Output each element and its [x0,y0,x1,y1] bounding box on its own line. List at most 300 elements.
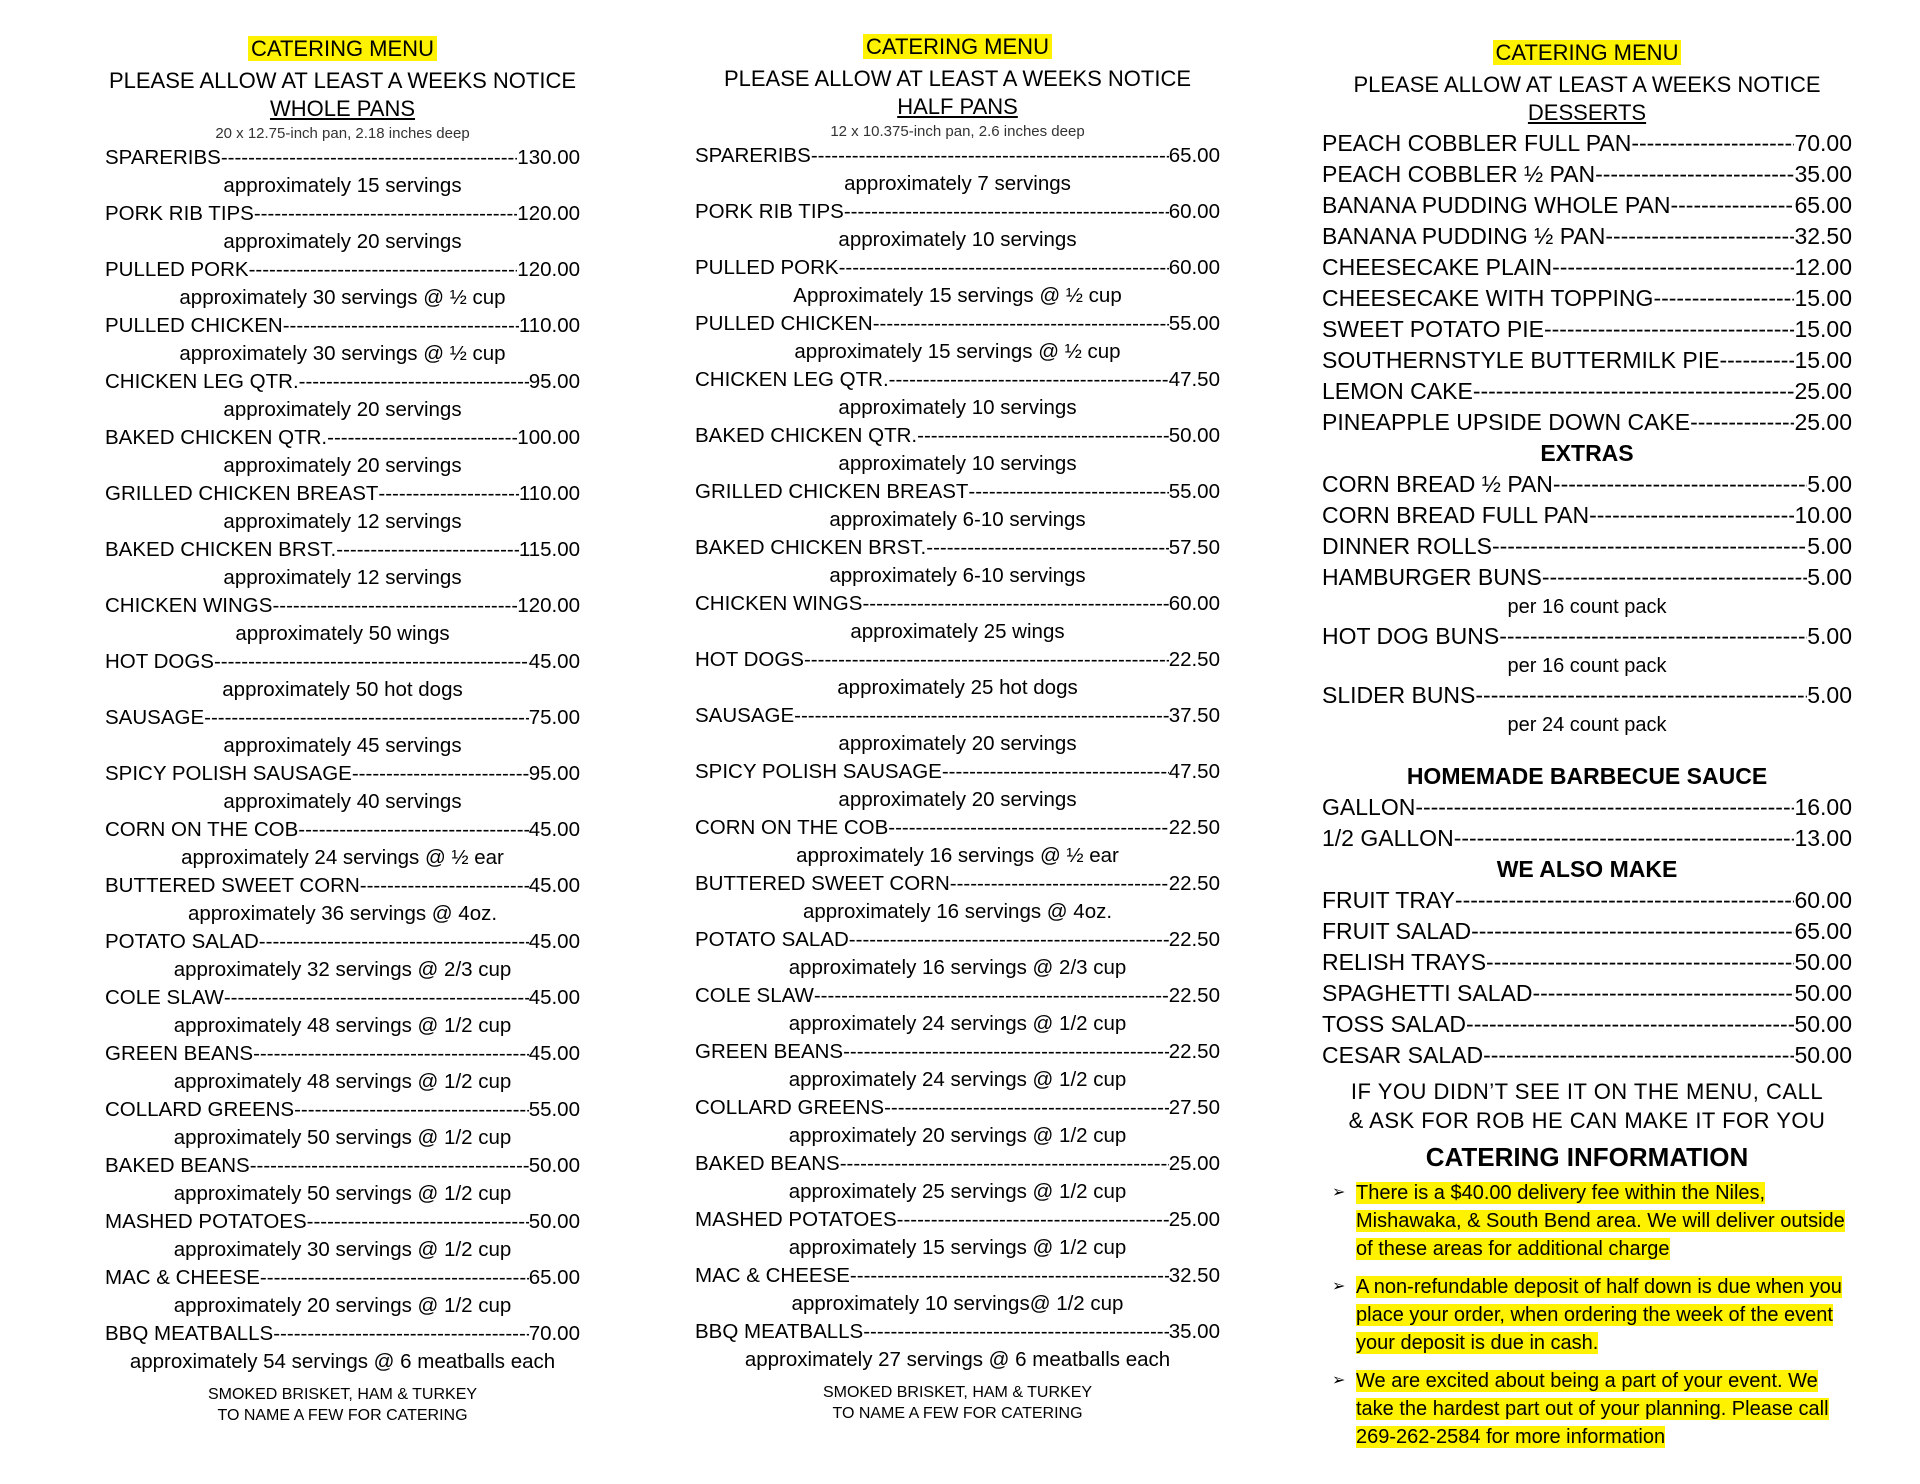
dot-leader [1454,823,1795,854]
serving-note: approximately 15 servings [223,174,462,197]
notice-text: PLEASE ALLOW AT LEAST A WEEKS NOTICE [108,68,577,93]
menu-item-row [1322,680,1852,711]
menu-item-row [105,1152,580,1180]
catering-info-heading: CATERING INFORMATION [1425,1142,1749,1172]
item-price: 16.00 [1794,794,1852,820]
serving-note: approximately 20 servings [223,230,462,253]
custom-order-callout [1322,1077,1852,1135]
item-name: PULLED CHICKEN [105,314,283,337]
serving-note: approximately 15 servings @ ½ cup [794,340,1121,363]
arrowhead-bullet-icon: ➢ [1332,1278,1346,1295]
item-price: 10.00 [1794,502,1852,528]
footer-line: SMOKED BRISKET, HAM & TURKEY [822,1384,1093,1401]
menu-item-row [695,1038,1220,1066]
menu-item-row [1322,916,1852,947]
dot-leader [294,1096,529,1124]
item-price: 110.00 [518,314,580,337]
dot-leader [926,534,1168,562]
menu-item-row [1322,221,1852,252]
serving-note: approximately 30 servings @ ½ cup [179,286,506,309]
menu-item-row [695,478,1220,506]
whole-pans-column [105,0,580,1426]
pan-size: 20 x 12.75-inch pan, 2.18 inches deep [215,125,470,142]
dessert-list [1322,128,1852,438]
item-name: BAKED BEANS [105,1154,250,1177]
serving-note: per 16 count pack [1507,596,1667,618]
menu-item-row [1322,500,1852,531]
serving-note: approximately 20 servings [223,454,462,477]
item-name: PEACH COBBLER ½ PAN [1322,161,1596,187]
item-price: 45.00 [528,986,580,1009]
serving-note: approximately 50 hot dogs [222,678,463,701]
menu-item-row [105,1264,580,1292]
item-price: 45.00 [528,930,580,953]
item-price: 5.00 [1807,471,1852,497]
item-name: SPARERIBS [695,144,811,167]
menu-item-row [695,1318,1220,1346]
dot-leader [1492,531,1807,562]
item-name: CHEESECAKE WITH TOPPING [1322,285,1654,311]
item-price: 47.50 [1168,368,1220,391]
dot-leader [844,198,1169,226]
item-name: BANANA PUDDING ½ PAN [1322,223,1606,249]
info-bullet [1332,1179,1852,1263]
item-price: 15.00 [1794,285,1852,311]
item-price: 15.00 [1794,347,1852,373]
serving-note: Approximately 15 servings @ ½ cup [793,284,1122,307]
item-name: BAKED BEANS [695,1152,840,1175]
dot-leader [298,816,528,844]
dot-leader [378,480,518,508]
item-price: 55.00 [1168,312,1220,335]
menu-item-row [105,760,580,788]
item-price: 95.00 [528,370,580,393]
item-price: 5.00 [1807,564,1852,590]
serving-note: approximately 16 servings @ 4oz. [802,900,1113,923]
dot-leader [863,1318,1168,1346]
dot-leader [950,870,1169,898]
item-name: MASHED POTATOES [105,1210,307,1233]
serving-note: approximately 27 servings @ 6 meatballs each [744,1348,1171,1371]
dot-leader [221,144,517,172]
serving-note: approximately 12 servings [223,510,462,533]
also-make-list [1322,885,1852,1071]
item-name: BBQ MEATBALLS [695,1320,864,1343]
item-name: CORN BREAD ½ PAN [1322,471,1553,497]
dot-leader [352,760,529,788]
item-name: HOT DOGS [695,648,804,671]
dot-leader [204,704,529,732]
item-name: BUTTERED SWEET CORN [105,874,360,897]
item-name: BAKED CHICKEN QTR. [105,426,328,449]
item-name: SPAGHETTI SALAD [1322,980,1533,1006]
item-price: 13.00 [1794,825,1852,851]
dot-leader [873,310,1169,338]
item-name: TOSS SALAD [1322,1011,1467,1037]
item-price: 22.50 [1168,1040,1220,1063]
item-name: POTATO SALAD [105,930,259,953]
dot-leader [1719,345,1794,376]
item-price: 45.00 [528,650,580,673]
dot-leader [260,1264,529,1292]
serving-note: approximately 40 servings [223,790,462,813]
serving-note: approximately 50 wings [235,622,450,645]
item-name: HOT DOGS [105,650,214,673]
item-price: 35.00 [1168,1320,1220,1343]
serving-note: approximately 24 servings @ 1/2 cup [788,1012,1127,1035]
info-text: We are excited about being a part of your event. We take the hardest part out of your planning. Please call 269-262-2584 for more information [1356,1370,1829,1448]
serving-note: approximately 50 servings @ 1/2 cup [173,1126,512,1149]
item-name: GRILLED CHICKEN BREAST [105,482,379,505]
item-name: PINEAPPLE UPSIDE DOWN CAKE [1322,409,1691,435]
notice-text: PLEASE ALLOW AT LEAST A WEEKS NOTICE [723,66,1192,91]
menu-item-row [1322,562,1852,593]
menu-item-row [1322,190,1852,221]
item-price: 25.00 [1794,409,1852,435]
item-name: LEMON CAKE [1322,378,1473,404]
footer-line: TO NAME A FEW FOR CATERING [217,1407,468,1424]
item-name: SPARERIBS [105,146,221,169]
serving-note: approximately 48 servings @ 1/2 cup [173,1070,512,1093]
serving-note: approximately 30 servings @ 1/2 cup [173,1238,512,1261]
menu-item-row [105,648,580,676]
dot-leader [811,142,1169,170]
item-name: BAKED CHICKEN BRST. [105,538,337,561]
dot-leader [889,366,1169,394]
serving-note: approximately 25 servings @ 1/2 cup [788,1180,1127,1203]
menu-item-row [105,368,580,396]
dot-leader [307,1208,529,1236]
dot-leader [336,536,519,564]
desserts-title-wrap [1322,38,1852,68]
menu-item-row [695,254,1220,282]
also-make-heading: WE ALSO MAKE [1496,856,1678,882]
menu-item-row [1322,947,1852,978]
item-name: COLLARD GREENS [695,1096,885,1119]
item-price: 50.00 [1794,1011,1852,1037]
serving-note: approximately 20 servings @ 1/2 cup [173,1294,512,1317]
extras-heading: EXTRAS [1540,440,1634,466]
item-name: SOUTHERNSTYLE BUTTERMILK PIE [1322,347,1720,373]
item-name: CHICKEN WINGS [105,594,273,617]
menu-item-row [695,926,1220,954]
serving-note: approximately 20 servings [838,788,1077,811]
item-name: PULLED PORK [695,256,839,279]
serving-note: approximately 10 servings [838,452,1077,475]
info-bullet [1332,1367,1852,1451]
item-name: CHEESECAKE PLAIN [1322,254,1553,280]
item-price: 65.00 [1168,144,1220,167]
item-name: MAC & CHEESE [695,1264,850,1287]
dot-leader [1532,978,1794,1009]
serving-note: approximately 32 servings @ 2/3 cup [173,958,512,981]
item-price: 22.50 [1168,648,1220,671]
item-price: 25.00 [1794,378,1852,404]
serving-note: approximately 30 servings @ ½ cup [179,342,506,365]
item-name: GREEN BEANS [105,1042,254,1065]
item-price: 25.00 [1168,1152,1220,1175]
menu-item-row [695,590,1220,618]
item-price: 60.00 [1168,200,1220,223]
item-price: 50.00 [1168,424,1220,447]
dot-leader [1486,947,1794,978]
item-name: SAUSAGE [105,706,205,729]
menu-item-row [1322,531,1852,562]
serving-note: approximately 15 servings @ 1/2 cup [788,1236,1127,1259]
serving-note: approximately 25 wings [850,620,1065,643]
whole-section-wrap [105,94,580,124]
item-name: CHICKEN LEG QTR. [105,370,299,393]
info-text: A non-refundable deposit of half down is due when you place your order, when ordering the week of the event your deposit is due in cash. [1356,1276,1842,1354]
dot-leader [254,200,517,228]
item-name: BBQ MEATBALLS [105,1322,274,1345]
item-name: CESAR SALAD [1322,1042,1484,1068]
item-price: 120.00 [517,202,580,225]
item-price: 47.50 [1168,760,1220,783]
notice-text: PLEASE ALLOW AT LEAST A WEEKS NOTICE [1353,72,1821,97]
item-name: SAUSAGE [695,704,795,727]
item-price: 45.00 [528,874,580,897]
menu-item-row [695,534,1220,562]
item-name: POTATO SALAD [695,928,849,951]
info-text-block [1356,1179,1852,1263]
item-price: 22.50 [1168,928,1220,951]
item-price: 100.00 [517,426,580,449]
item-name: CHICKEN LEG QTR. [695,368,889,391]
menu-item-row [695,1150,1220,1178]
dot-leader [299,368,529,396]
dot-leader [1415,792,1794,823]
serving-note: per 24 count pack [1507,714,1667,736]
menu-item-row [1322,621,1852,652]
menu-item-row [695,1262,1220,1290]
menu-item-row [105,200,580,228]
dot-leader [259,928,529,956]
extras-list [1322,469,1852,739]
menu-item-row [105,1040,580,1068]
menu-item-row [695,366,1220,394]
item-name: COLE SLAW [695,984,814,1007]
menu-item-row [695,1094,1220,1122]
menu-item-row [1322,159,1852,190]
catering-info-list [1322,1179,1852,1451]
dot-leader [804,646,1169,674]
dot-leader [814,982,1169,1010]
pan-size: 12 x 10.375-inch pan, 2.6 inches deep [830,123,1085,140]
section-heading: WHOLE PANS [269,96,416,121]
arrowhead-bullet-icon: ➢ [1332,1372,1346,1389]
footer-note [695,1382,1220,1424]
item-price: 95.00 [528,762,580,785]
dot-leader [968,478,1168,506]
menu-item-row [105,1096,580,1124]
item-list [695,142,1220,1374]
dot-leader [1653,283,1794,314]
serving-note: approximately 24 servings @ ½ ear [181,846,504,869]
item-price: 50.00 [1794,980,1852,1006]
menu-title: CATERING MENU [1493,40,1682,65]
menu-item-row [695,982,1220,1010]
menu-title: CATERING MENU [863,34,1052,59]
item-price: 50.00 [528,1210,580,1233]
dot-leader [1483,1040,1794,1071]
desserts-section-wrap [1322,98,1852,128]
dot-leader [1475,680,1807,711]
serving-note: approximately 48 servings @ 1/2 cup [173,1014,512,1037]
item-name: HAMBURGER BUNS [1322,564,1542,590]
menu-item-row [105,424,580,452]
serving-note: approximately 24 servings @ 1/2 cup [788,1068,1127,1091]
serving-note: approximately 10 servings [838,228,1077,251]
menu-item-row [105,536,580,564]
menu-item-row [695,198,1220,226]
dot-leader [1499,621,1807,652]
menu-item-row [695,758,1220,786]
item-price: 5.00 [1807,682,1852,708]
menu-item-row [105,928,580,956]
item-name: SLIDER BUNS [1322,682,1476,708]
item-price: 22.50 [1168,984,1220,1007]
dot-leader [273,1320,528,1348]
whole-title-wrap [105,34,580,64]
info-text-block [1356,1367,1852,1451]
item-list [105,144,580,1376]
menu-item-row [695,646,1220,674]
dot-leader [1595,159,1794,190]
serving-note: approximately 54 servings @ 6 meatballs each [129,1350,556,1373]
serving-note: approximately 16 servings @ ½ ear [796,844,1119,867]
item-name: BUTTERED SWEET CORN [695,872,950,895]
menu-item-row [105,256,580,284]
dot-leader [283,312,519,340]
item-name: DINNER ROLLS [1322,533,1492,559]
arrowhead-bullet-icon: ➢ [1332,1184,1346,1201]
menu-item-row [105,704,580,732]
dot-leader [214,648,529,676]
menu-item-row [695,870,1220,898]
dot-leader [1690,407,1794,438]
serving-note: approximately 36 servings @ 4oz. [187,902,498,925]
item-name: CHICKEN WINGS [695,592,863,615]
dot-leader [249,256,518,284]
menu-item-row [1322,885,1852,916]
menu-item-row [695,1206,1220,1234]
serving-note: per 16 count pack [1507,655,1667,677]
item-price: 5.00 [1807,533,1852,559]
item-price: 130.00 [517,146,580,169]
dot-leader [253,1040,529,1068]
item-price: 70.00 [1794,130,1852,156]
serving-note: approximately 25 hot dogs [837,676,1078,699]
info-bullet [1332,1273,1852,1357]
item-price: 60.00 [1168,592,1220,615]
info-text-block [1356,1273,1852,1357]
serving-note: approximately 20 servings @ 1/2 cup [788,1124,1127,1147]
serving-note: approximately 10 servings@ 1/2 cup [791,1292,1124,1315]
menu-item-row [1322,345,1852,376]
menu-item-row [695,422,1220,450]
desserts-column [1322,0,1852,1461]
item-name: PORK RIB TIPS [695,200,844,223]
menu-item-row [1322,1040,1852,1071]
dot-leader [888,814,1168,842]
menu-item-row [1322,252,1852,283]
item-price: 75.00 [528,706,580,729]
item-price: 12.00 [1794,254,1852,280]
menu-item-row [105,312,580,340]
dot-leader [794,702,1169,730]
menu-item-row [1322,376,1852,407]
item-name: SPICY POLISH SAUSAGE [105,762,352,785]
item-price: 25.00 [1168,1208,1220,1231]
item-name: GALLON [1322,794,1416,820]
callout-line: IF YOU DIDN’T SEE IT ON THE MENU, CALL [1350,1079,1824,1104]
footer-line: SMOKED BRISKET, HAM & TURKEY [207,1386,478,1403]
menu-item-row [1322,823,1852,854]
item-name: PULLED PORK [105,258,249,281]
section-heading: DESSERTS [1527,100,1647,125]
callout-line: & ASK FOR ROB HE CAN MAKE IT FOR YOU [1348,1108,1826,1133]
item-name: 1/2 GALLON [1322,825,1454,851]
item-price: 120.00 [517,594,580,617]
menu-item-row [105,816,580,844]
dot-leader [1553,469,1807,500]
dot-leader [917,422,1169,450]
menu-item-row [695,310,1220,338]
info-text: There is a $40.00 delivery fee within the Niles, Mishawaka, & South Bend area. We will deliver outside of these areas for additional charge [1356,1182,1845,1260]
dot-leader [850,1262,1169,1290]
half-title-wrap [695,32,1220,62]
dot-leader [1552,252,1794,283]
dot-leader [840,1150,1169,1178]
half-pans-column [695,0,1220,1424]
dot-leader [849,926,1169,954]
item-price: 65.00 [1794,192,1852,218]
dot-leader [1605,221,1794,252]
item-name: PULLED CHICKEN [695,312,873,335]
item-name: MAC & CHEESE [105,1266,260,1289]
item-price: 5.00 [1807,623,1852,649]
serving-note: approximately 6-10 servings [829,508,1086,531]
dot-leader [884,1094,1169,1122]
dot-leader [272,592,517,620]
dot-leader [1631,128,1794,159]
item-price: 37.50 [1168,704,1220,727]
dot-leader [839,254,1169,282]
menu-item-row [695,142,1220,170]
item-price: 110.00 [518,482,580,505]
menu-item-row [105,984,580,1012]
menu-item-row [105,480,580,508]
serving-note: approximately 16 servings @ 2/3 cup [788,956,1127,979]
menu-item-row [105,592,580,620]
serving-note: approximately 20 servings [223,398,462,421]
menu-item-row [1322,407,1852,438]
item-name: BANANA PUDDING WHOLE PAN [1322,192,1671,218]
menu-item-row [1322,314,1852,345]
item-price: 65.00 [1794,918,1852,944]
menu-item-row [1322,283,1852,314]
dot-leader [862,590,1168,618]
item-name: CORN BREAD FULL PAN [1322,502,1590,528]
dot-leader [1471,916,1794,947]
item-price: 32.50 [1168,1264,1220,1287]
dot-leader [1544,314,1794,345]
menu-item-row [105,1208,580,1236]
menu-item-row [695,702,1220,730]
menu-item-row [1322,978,1852,1009]
item-price: 50.00 [528,1154,580,1177]
